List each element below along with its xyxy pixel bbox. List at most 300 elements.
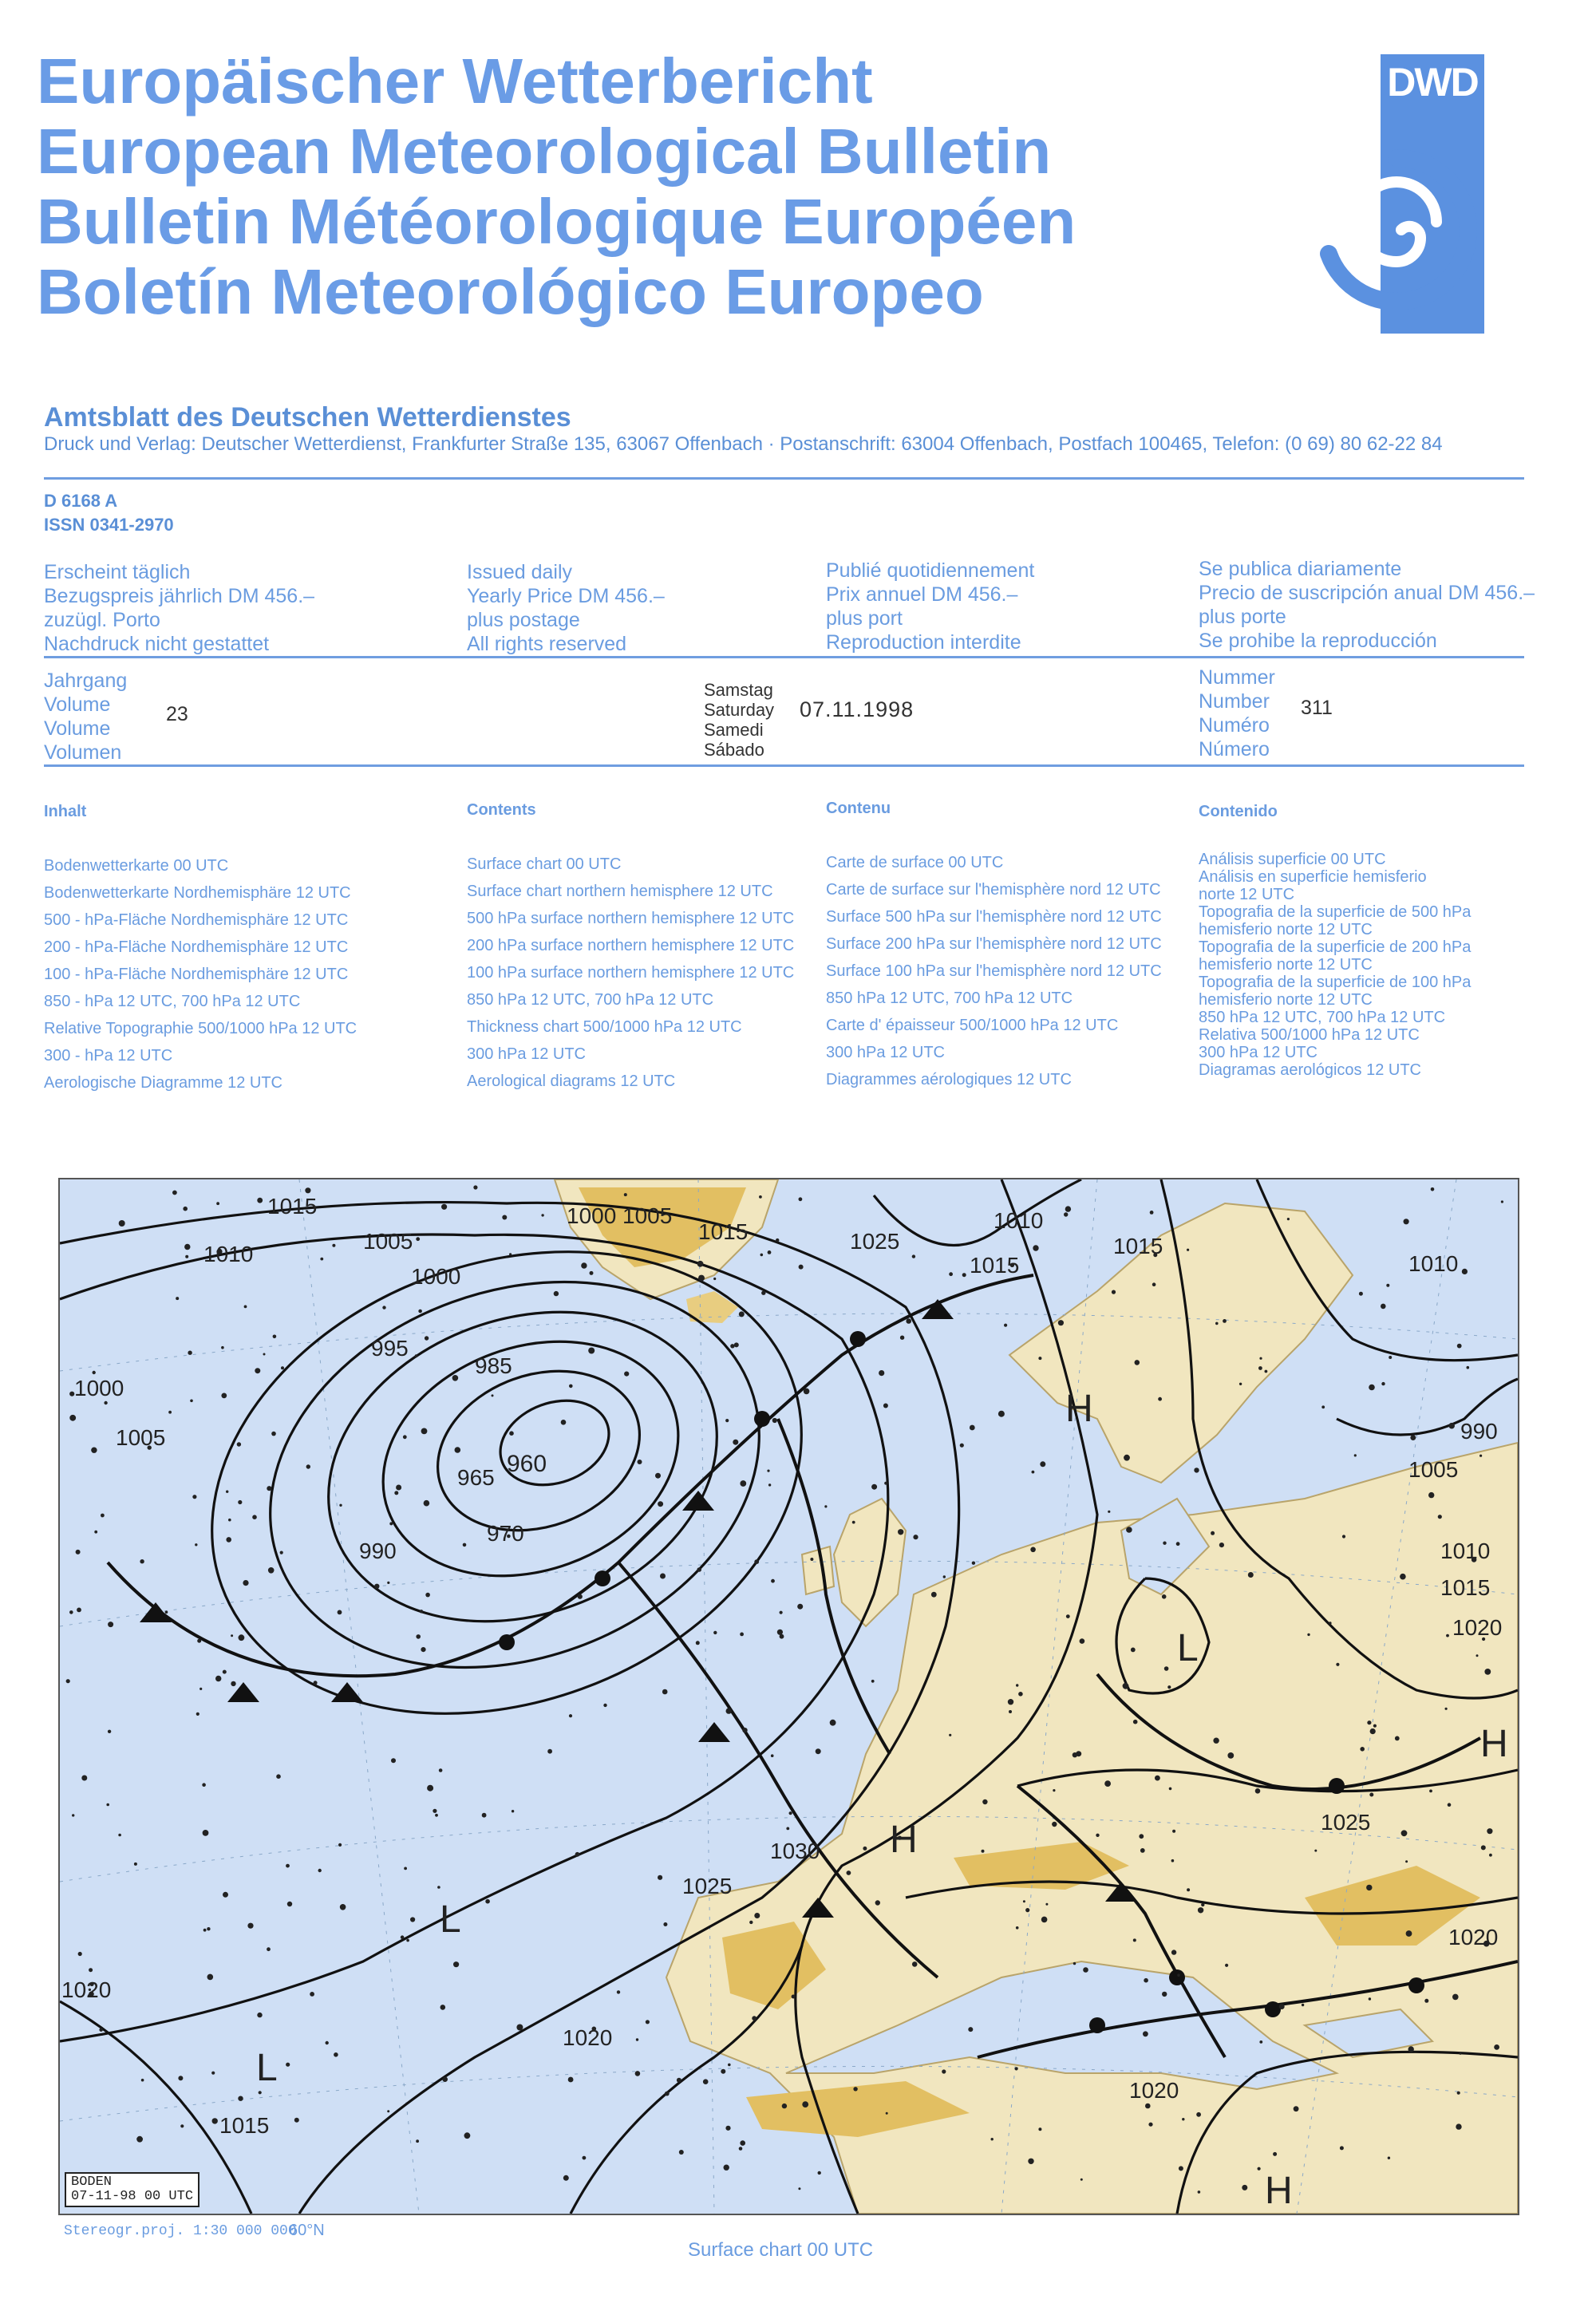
number-label: Number — [1199, 690, 1270, 713]
station-dot — [740, 1633, 744, 1637]
station-dot — [464, 2132, 471, 2139]
terms-spanish — [1199, 557, 1535, 653]
contents-item: Surface chart 00 UTC — [467, 855, 622, 873]
term: Se prohibe la reproducción — [1199, 630, 1437, 652]
station-dot — [442, 2076, 448, 2082]
station-dot — [998, 1411, 1005, 1417]
term: Se publica diariamente — [1199, 558, 1402, 580]
station-dot — [276, 1774, 281, 1779]
station-dot — [617, 1990, 620, 1993]
station-dot — [1476, 1654, 1479, 1657]
station-dot — [742, 1728, 747, 1732]
station-dot — [1025, 1908, 1029, 1912]
station-dot — [334, 2052, 338, 2057]
number-label: Número — [1199, 738, 1270, 760]
station-dot — [1187, 1888, 1190, 1891]
station-dot — [740, 1480, 746, 1487]
station-dot — [1448, 1423, 1455, 1429]
station-dot — [141, 2079, 144, 2082]
station-dot — [1143, 2031, 1148, 2036]
contents-item: Análisis en superficie hemisferio — [1199, 868, 1427, 886]
station-dot — [624, 1193, 627, 1196]
station-dot — [195, 1543, 197, 1546]
station-dot — [1150, 1211, 1154, 1215]
station-dot — [1404, 1219, 1409, 1224]
term: plus postage — [467, 609, 580, 631]
station-dot — [1123, 1683, 1129, 1689]
map-caption: Surface chart 00 UTC — [688, 2239, 874, 2261]
station-dot — [662, 1689, 668, 1695]
station-dot — [1016, 1684, 1018, 1686]
station-dot — [1177, 1973, 1180, 1977]
isobar-label: 1000 — [74, 1376, 124, 1400]
station-dot — [970, 1425, 975, 1431]
station-dot — [1452, 1994, 1459, 2001]
contents-heading: Inhalt — [44, 803, 87, 820]
contents-item: 100 hPa surface northern hemisphere 12 UTC — [467, 964, 795, 982]
station-dot — [1446, 1634, 1449, 1637]
station-dot — [721, 2069, 725, 2074]
station-dot — [69, 1610, 73, 1614]
station-dot — [1028, 2159, 1033, 2164]
station-dot — [792, 1995, 796, 1999]
station-dot — [228, 1519, 231, 1522]
contents-item: 850 - hPa 12 UTC, 700 hPa 12 UTC — [44, 993, 301, 1010]
station-dot — [913, 1535, 918, 1539]
station-dot — [273, 1335, 277, 1339]
scandinavia-land — [1009, 1203, 1353, 1483]
station-dot — [780, 1611, 783, 1614]
station-dot — [1140, 1848, 1145, 1853]
low-center-label: 960 — [507, 1451, 547, 1477]
station-dot — [830, 1720, 836, 1726]
station-dot — [382, 1306, 385, 1309]
station-dot — [818, 2171, 821, 2175]
station-dot — [728, 2064, 731, 2067]
station-dot — [1366, 1885, 1372, 1890]
station-dot — [1053, 1789, 1055, 1791]
station-dot — [338, 1843, 342, 1847]
station-dot — [624, 1372, 629, 1377]
station-dot — [435, 1814, 438, 1817]
station-dot — [663, 1922, 667, 1926]
station-dot — [212, 2118, 218, 2123]
high-pressure-center: H — [1480, 1723, 1508, 1765]
station-dot — [799, 1265, 804, 1270]
map-graphic — [60, 1179, 1518, 2214]
station-dot — [1167, 1685, 1171, 1689]
station-dot — [1041, 1917, 1048, 1923]
station-dot — [1023, 1900, 1025, 1902]
station-dot — [1145, 2104, 1151, 2109]
station-dot — [190, 1400, 193, 1403]
station-dot — [1460, 2052, 1462, 2055]
number-labels — [1199, 666, 1275, 761]
station-dot — [547, 1749, 552, 1754]
station-dot — [898, 1529, 903, 1535]
station-dot — [982, 1850, 985, 1853]
station-dot — [1083, 1967, 1088, 1973]
station-dot — [396, 1485, 401, 1491]
contents-item: Aerological diagrams 12 UTC — [467, 1073, 676, 1090]
map-stamp-time: 07-11-98 00 UTC — [71, 2189, 194, 2204]
station-dot — [776, 1238, 779, 1242]
station-dot — [972, 1562, 975, 1565]
day-labels — [704, 680, 774, 760]
station-dot — [231, 1681, 235, 1686]
term: Precio de suscripción anual DM 456.– — [1199, 582, 1535, 604]
station-dot — [320, 1258, 323, 1261]
station-dot — [196, 1712, 200, 1716]
station-dot — [207, 1927, 210, 1930]
code-issn: ISSN 0341-2970 — [44, 515, 174, 535]
station-dot — [771, 1579, 775, 1583]
station-dot — [1370, 1728, 1376, 1734]
contents-item: 850 hPa 12 UTC, 700 hPa 12 UTC — [1199, 1009, 1446, 1026]
station-dot — [215, 1676, 221, 1681]
station-dot — [583, 2156, 587, 2160]
station-dot — [140, 1559, 144, 1563]
station-dot — [318, 1869, 322, 1872]
station-dot — [635, 2071, 641, 2076]
station-dot — [1223, 1319, 1227, 1323]
station-dot — [561, 1420, 567, 1425]
station-dot — [1015, 2067, 1018, 2070]
isobar-label: 1000 — [411, 1264, 461, 1289]
station-dot — [104, 1401, 107, 1404]
station-dot — [1080, 1638, 1085, 1644]
isobar-label: 1020 — [1129, 2078, 1179, 2103]
high-pressure-center: H — [1265, 2170, 1293, 2212]
divider-rule — [44, 656, 1524, 658]
station-dot — [69, 1415, 76, 1421]
station-dot — [286, 1864, 290, 1868]
station-dot — [754, 1559, 759, 1564]
contents-english — [467, 796, 794, 1095]
station-dot — [1424, 1999, 1428, 2003]
station-dot — [267, 1947, 271, 1951]
title-french: Bulletin Météorologique Européen — [37, 186, 1077, 257]
ireland-land — [802, 1547, 834, 1594]
station-dot — [1032, 1471, 1035, 1474]
station-dot — [516, 2025, 523, 2031]
contents-item: Relative Topographie 500/1000 hPa 12 UTC — [44, 1020, 358, 1037]
station-dot — [76, 1550, 81, 1554]
term: Issued daily — [467, 561, 573, 583]
station-dot — [1400, 1574, 1406, 1580]
station-dot — [554, 1291, 559, 1296]
station-dot — [389, 1522, 393, 1525]
volume-label: Volume — [44, 693, 111, 716]
station-dot — [541, 1214, 543, 1216]
station-dot — [942, 2069, 946, 2073]
station-dot — [1148, 2123, 1152, 2127]
station-dot — [416, 1634, 421, 1639]
title-german: Europäischer Wetterbericht — [37, 45, 873, 117]
station-dot — [418, 1310, 422, 1313]
station-dot — [176, 1297, 179, 1300]
station-dot — [1139, 1834, 1144, 1839]
station-dot — [754, 1913, 760, 1918]
station-dot — [733, 1440, 738, 1445]
station-dot — [387, 1582, 389, 1584]
station-dot — [238, 1500, 242, 1504]
station-dot — [725, 2126, 730, 2131]
station-dot — [1201, 1903, 1204, 1906]
station-dot — [1144, 1978, 1148, 1983]
land-masses — [555, 1179, 1518, 2214]
station-dot — [789, 1811, 792, 1815]
station-dot — [931, 1592, 937, 1598]
station-dot — [1248, 1572, 1254, 1578]
station-dot — [960, 1444, 964, 1448]
station-dot — [696, 1641, 700, 1645]
station-dot — [879, 1370, 884, 1376]
contents-item: Carte de surface sur l'hemisphère nord 12 UTC — [826, 881, 1161, 899]
station-dot — [949, 1272, 953, 1276]
station-dot — [655, 1473, 661, 1479]
station-dot — [1501, 1200, 1503, 1203]
station-dot — [1124, 1455, 1130, 1461]
station-dot — [239, 1634, 245, 1641]
station-dot — [287, 1902, 292, 1906]
contents-item: 500 - hPa-Fläche Nordhemisphäre 12 UTC — [44, 911, 349, 929]
volume-labels — [44, 669, 127, 764]
station-dot — [1273, 2152, 1277, 2156]
station-dot — [871, 1680, 875, 1683]
station-dot — [257, 1198, 263, 1203]
station-dot — [1164, 1666, 1169, 1671]
station-dot — [93, 1371, 96, 1374]
station-dot — [1360, 1747, 1365, 1752]
station-dot — [1155, 1776, 1160, 1781]
station-dot — [221, 1346, 224, 1349]
contents-item: 200 hPa surface northern hemisphere 12 UTC — [467, 937, 795, 954]
station-dot — [1198, 2190, 1201, 2194]
station-dot — [581, 1262, 587, 1268]
station-dot — [339, 1504, 342, 1507]
contents-item: Diagramas aerológicos 12 UTC — [1199, 1061, 1422, 1079]
station-dot — [1406, 1930, 1412, 1937]
terms-german — [44, 560, 314, 656]
station-dot — [1171, 1859, 1175, 1863]
station-dot — [223, 1892, 228, 1898]
station-dot — [1307, 1633, 1310, 1636]
station-dot — [900, 1336, 904, 1340]
station-dot — [1369, 1385, 1375, 1391]
term: Yearly Price DM 456.– — [467, 585, 665, 607]
station-dot — [231, 1634, 233, 1637]
issue-number: 311 — [1301, 697, 1333, 719]
station-dot — [410, 1917, 415, 1922]
station-dot — [203, 1830, 209, 1836]
isobar-label: 1015 — [970, 1253, 1020, 1278]
station-dot — [1448, 1803, 1452, 1807]
station-dot — [485, 1899, 490, 1904]
station-dot — [761, 1291, 765, 1295]
volume-label: Jahrgang — [44, 670, 128, 692]
station-dot — [875, 1900, 880, 1905]
station-dot — [91, 1448, 97, 1453]
isobar-label: 1015 — [267, 1194, 318, 1219]
station-dot — [1179, 2166, 1183, 2171]
station-dot — [1065, 1206, 1071, 1211]
low-pressure-center: L — [256, 2047, 278, 2089]
station-dot — [1225, 1964, 1228, 1967]
station-dot — [1445, 1708, 1448, 1710]
station-dot — [1259, 2040, 1262, 2044]
station-dot — [1080, 2179, 1083, 2181]
station-dot — [1336, 1663, 1339, 1666]
volume-number: 23 — [166, 703, 188, 725]
station-dot — [119, 1220, 125, 1227]
station-dot — [816, 1748, 821, 1754]
isobar-label: 1015 — [698, 1219, 749, 1244]
station-dot — [1158, 1397, 1162, 1401]
station-dot — [401, 1935, 405, 1939]
station-dot — [108, 1730, 111, 1733]
station-dot — [200, 1688, 202, 1690]
contents-item: norte 12 UTC — [1199, 886, 1295, 903]
station-dot — [912, 1961, 918, 1967]
station-dot — [697, 1567, 701, 1572]
station-dot — [810, 1558, 813, 1561]
station-dot — [106, 1803, 109, 1807]
station-dot — [1294, 2106, 1299, 2111]
station-dot — [1030, 1547, 1036, 1553]
contents-item: 500 hPa surface northern hemisphere 12 UTC — [467, 910, 795, 927]
station-dot — [906, 1318, 911, 1324]
station-dot — [184, 1244, 190, 1250]
publisher: Amtsblatt des Deutschen Wetterdienstes — [44, 402, 571, 433]
station-dot — [1162, 1594, 1167, 1599]
station-dot — [982, 1799, 987, 1804]
issue-date: 07.11.1998 — [800, 697, 915, 721]
station-dot — [1386, 1284, 1389, 1287]
isobar-label: 1005 — [622, 1203, 673, 1228]
contents-heading: Contents — [467, 801, 536, 819]
term: zuzügl. Porto — [44, 609, 160, 631]
station-dot — [665, 2092, 670, 2096]
station-dot — [962, 1273, 966, 1277]
station-dot — [912, 1254, 915, 1258]
station-dot — [568, 2077, 574, 2083]
station-dot — [1367, 1720, 1371, 1724]
station-dot — [949, 1734, 951, 1736]
station-dot — [853, 2087, 857, 2091]
station-dot — [89, 1968, 93, 1972]
station-dot — [697, 1261, 704, 1267]
station-dot — [1196, 2112, 1201, 2117]
contents-item: hemisferio norte 12 UTC — [1199, 921, 1373, 938]
station-dot — [1187, 1249, 1189, 1251]
station-dot — [440, 2005, 446, 2010]
station-dot — [482, 1813, 487, 1818]
station-dot — [453, 1961, 459, 1967]
station-dot — [1152, 1282, 1156, 1286]
station-dot — [991, 2138, 994, 2140]
isobar-label: 1015 — [219, 2113, 270, 2138]
station-dot — [425, 1593, 430, 1598]
station-dot — [968, 2027, 973, 2032]
contents-item: 100 - hPa-Fläche Nordhemisphäre 12 UTC — [44, 966, 349, 983]
station-dot — [1314, 1850, 1317, 1852]
isobar-label: 1015 — [1113, 1234, 1163, 1258]
station-dot — [1239, 1383, 1242, 1385]
station-dot — [268, 1567, 275, 1574]
isobar-label: 1005 — [116, 1425, 166, 1450]
station-dot — [725, 1419, 729, 1422]
station-dot — [1255, 1788, 1261, 1794]
station-dot — [1405, 1860, 1408, 1863]
isobar-label: 1010 — [203, 1242, 254, 1266]
station-dot — [403, 1435, 407, 1439]
station-dot — [188, 1351, 192, 1355]
station-dot — [1489, 1854, 1492, 1857]
station-dot — [1008, 1699, 1013, 1705]
station-dot — [502, 1215, 507, 1220]
station-dot — [416, 1237, 420, 1241]
station-dot — [703, 2079, 709, 2084]
station-dot — [698, 1275, 705, 1282]
isobar-label: 990 — [359, 1539, 397, 1563]
station-dot — [1112, 1290, 1116, 1294]
station-dot — [421, 1428, 428, 1435]
station-dot — [636, 2038, 638, 2040]
station-dot — [101, 1514, 105, 1518]
station-dot — [223, 1670, 227, 1674]
station-dot — [1169, 1788, 1172, 1791]
station-dot — [310, 1992, 314, 1997]
station-dot — [183, 1207, 188, 1211]
station-dot — [1194, 1468, 1199, 1472]
contents-item: 300 hPa 12 UTC — [826, 1044, 945, 1061]
station-dot — [1227, 1752, 1234, 1759]
contents-item: Bodenwetterkarte Nordhemisphäre 12 UTC — [44, 884, 351, 902]
station-dot — [798, 2187, 800, 2190]
station-dot — [192, 1495, 196, 1499]
station-dot — [441, 1204, 447, 1210]
divider-rule — [44, 764, 1524, 767]
term: Publié quotidiennement — [826, 559, 1035, 582]
isobar-label: 1015 — [1440, 1575, 1491, 1600]
station-dot — [943, 1575, 946, 1578]
station-dot — [740, 2140, 745, 2146]
station-dot — [802, 2101, 808, 2108]
station-dot — [569, 1714, 572, 1717]
station-dot — [1162, 1992, 1167, 1997]
station-dot — [326, 2041, 329, 2044]
station-dot — [421, 1647, 425, 1652]
station-dot — [799, 1197, 803, 1201]
station-dot — [772, 1418, 777, 1423]
station-dot — [425, 1336, 429, 1340]
station-dot — [391, 1758, 396, 1763]
station-dot — [1215, 1322, 1219, 1325]
contents-item: Surface 500 hPa sur l'hemisphère nord 12 UTC — [826, 908, 1162, 926]
isobar-label: 1025 — [682, 1874, 733, 1898]
station-dot — [782, 2104, 787, 2108]
volume-label: Volumen — [44, 741, 122, 764]
projection-note: Stereogr.proj. 1:30 000 000 — [64, 2223, 297, 2239]
station-dot — [1302, 2004, 1304, 2006]
station-dot — [883, 1404, 888, 1408]
station-dot — [1369, 1997, 1371, 2000]
station-dot — [439, 1768, 443, 1772]
spiral-logo-icon — [1301, 134, 1492, 326]
isobar-label: 1010 — [1408, 1251, 1459, 1276]
isobar-label: 1005 — [1408, 1457, 1459, 1482]
